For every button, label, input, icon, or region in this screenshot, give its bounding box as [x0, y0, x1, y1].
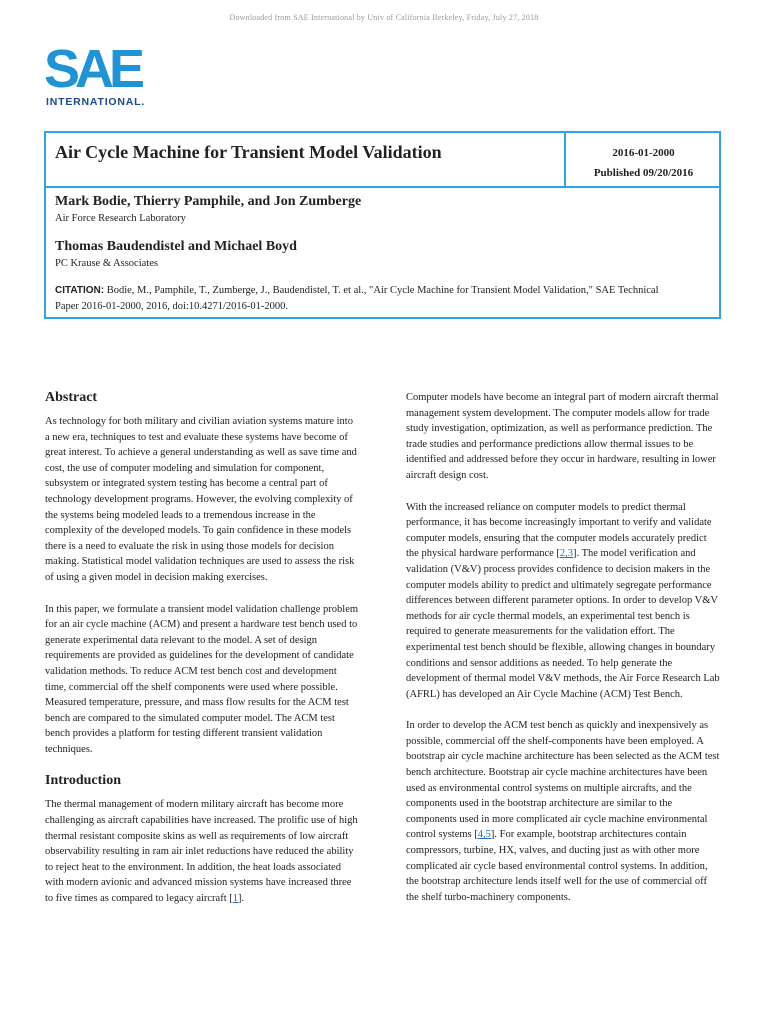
reference-link-2-3[interactable]: 2,3 — [559, 548, 574, 560]
abstract-paragraph-2: In this paper, we formulate a transient model validation challenge problem for an air cycle machine (ACM) and present a hardware test bench used to generate experimental data relevant to the model. A set of design requirements are provided as guidelines for the development of candidate validation methods. To reduce ACM test bench cost and development time, commercial off the shelf components were used where possible. Measured temperature, pressure, and mass flow results for the ACM test bench are compared to the simulated computer model. The ACM test bench provides a platform for testing different transient validation techniques. — [45, 603, 359, 755]
paper-header-box — [44, 131, 721, 319]
logo-mark: SAE — [44, 39, 141, 99]
right-paragraph-3: In order to develop the ACM test bench as quickly and inexpensively as possible, commercial off the shelf-components have been employed. A bootstrap air cycle machine architecture has been selected as the ACM test bench architecture. Bootstrap air cycle machine architectures have been used as environmental control systems on multiple aircrafts, and the components used in the bootstrap architecture are similar to the components used in more complicated air cycle machine environmental control systems [4,5]. For example, bootstrap architectures contain compressors, turbine, HX, valves, and ducting just as with other more complicated air cycle based environmental control systems. In addition, the bootstrap architecture lends itself well for the use of commercial off the shelf turbo-machinery components. — [406, 720, 720, 903]
reference-link-4-5[interactable]: 4,5 — [477, 829, 491, 841]
introduction-paragraph-1: The thermal management of modern military aircraft has become more challenging as aircraft capabilities have increased. The prolific use of high thermal resistant composite skins as well as requirements of low aircraft observability resulting in ram air inlet reductions have reduced the ability to reject heat to the environment. In addition, the heat loads associated with modern avionic and advanced mission systems have increased three to five times as compared to legacy aircraft [1]. — [45, 799, 358, 905]
introduction-heading: Introduction — [45, 773, 121, 789]
meta-cell — [566, 133, 721, 188]
right-paragraph-2: With the increased reliance on computer models to predict thermal performance, it has become increasingly important to verify and validate computer models, ensuring that the computer models accurately predict the physical hardware performance [2,3]. The model verification and validation (V&V) process provides confidence to decision makers in the computer models ability to predict and ultimately segregate performance differences between different parameter options. In order to develop V&V methods for air cycle thermal models, an experimental test bench is required to generate measurements for the validation effort. The experimental test bench should be flexible, allowing changes in boundary conditions and sensor additions as needed. To help generate the development of thermal model V&V methods, the Air Force Research Lab (AFRL) has developed an Air Cycle Machine (ACM) Test Bench. — [406, 501, 720, 700]
affiliation-1: Air Force Research Laboratory — [55, 213, 186, 224]
author-group-1: Mark Bodie, Thierry Pamphile, and Jon Zumberge — [55, 194, 362, 209]
abstract-heading: Abstract — [45, 390, 98, 405]
reference-link-1[interactable]: 1 — [232, 893, 238, 905]
left-column — [45, 388, 359, 907]
right-column — [406, 390, 720, 905]
abstract-paragraph-1: As technology for both military and civilian aviation systems mature into a new era, techniques to test and evaluate these systems have become of great interest. To achieve a general understanding as well as save time and cost, the use of computer modeling and simulation for component, subsystem or integrated system testing has become a central part of technology development programs. However, the evolving complexity of the systems being modeled leads to a tremendous increase in the complexity of the developed models. To gain confidence in these models there is a need to evaluate the risk in using those models for decision making. Statistical model validation techniques are used to assess the risk of using a given model in decision making exercises. — [45, 416, 357, 583]
citation-label: CITATION: — [55, 285, 105, 296]
citation-text: Bodie, M., Pamphile, T., Zumberge, J., Baudendistel, T. et al., "Air Cycle Machine for Transient Model Validation," SAE Technical Paper 2016-01-2000, 2016, doi:10.4271/2016-01-2000. — [55, 285, 659, 312]
citation — [55, 283, 675, 315]
right-paragraph-1: Computer models have become an integral part of modern aircraft thermal management system development. The computer models allow for trade study investigation, optimization, as well as performance prediction. The trade studies and performance predictions allow thermal issues to be identified and addressed before they occur in hardware, resulting in lower aircraft design cost. — [406, 392, 719, 481]
download-note: Downloaded from SAE International by Univ of California Berkeley, Friday, July 27, 2018 — [229, 13, 539, 22]
affiliation-2: PC Krause & Associates — [55, 258, 158, 269]
sae-logo — [44, 39, 146, 110]
paper-title: Air Cycle Machine for Transient Model Validation — [55, 142, 442, 162]
published-date: Published 09/20/2016 — [593, 167, 694, 179]
author-group-2: Thomas Baudendistel and Michael Boyd — [55, 239, 297, 254]
title-cell — [46, 133, 566, 188]
logo-subtitle: INTERNATIONAL. — [46, 96, 146, 108]
paper-id: 2016-01-2000 — [612, 147, 675, 159]
